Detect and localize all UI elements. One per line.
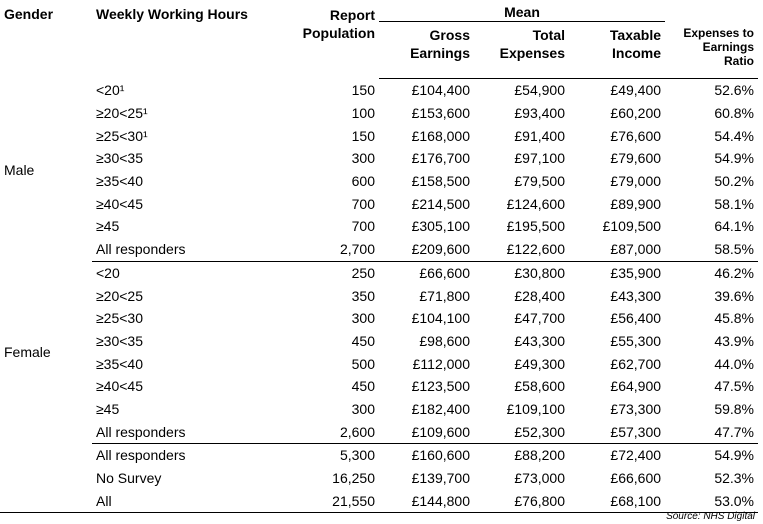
cell-population: 450 (351, 332, 375, 349)
cell-expenses: £124,600 (506, 195, 565, 212)
cell-population: 450 (351, 378, 375, 395)
cell-expenses: £97,100 (514, 150, 565, 167)
header-gender: Gender (4, 6, 54, 22)
header-ratio-line1: Expenses to (683, 25, 755, 40)
cell-hours: <20¹ (96, 82, 125, 99)
cell-hours: ≥20<25 (96, 287, 144, 304)
cell-gross: £158,500 (411, 173, 470, 190)
cell-ratio: 39.6% (714, 287, 755, 304)
table-row (0, 79, 758, 102)
table-row (0, 261, 758, 284)
cell-population: 100 (351, 105, 375, 122)
table-row (0, 238, 758, 261)
gender-label: Female (4, 344, 51, 361)
cell-hours: ≥40<45 (96, 378, 144, 395)
cell-taxable: £79,600 (610, 150, 662, 167)
header-total-expenses (474, 22, 569, 79)
cell-gross: £144,800 (379, 489, 474, 512)
cell-gross: £71,800 (419, 287, 470, 304)
cell-hours: ≥20<25¹ (96, 105, 148, 122)
header-ratio-line2: Earnings (702, 39, 755, 54)
cell-ratio: 46.2% (714, 264, 755, 281)
table-body (0, 79, 758, 513)
cell-expenses: £91,400 (514, 127, 565, 144)
cell-expenses: £76,800 (474, 489, 569, 512)
cell-population: 16,250 (332, 470, 375, 487)
table-row (0, 124, 758, 147)
cell-gross: £104,100 (411, 310, 470, 327)
cell-expenses: £54,900 (514, 82, 565, 99)
header-mean: Mean (379, 0, 665, 22)
cell-hours: All responders (92, 238, 288, 261)
cell-ratio: 47.5% (714, 378, 755, 395)
cell-hours: ≥45 (96, 218, 120, 235)
cell-population: 21,550 (288, 489, 379, 512)
cell-expenses: £28,400 (514, 287, 565, 304)
header-pop-line1: Report (329, 7, 375, 23)
source-note: Source: NHS Digital (666, 511, 755, 522)
header-weekly-hours: Weekly Working Hours (96, 6, 248, 22)
cell-expenses: £52,300 (474, 420, 569, 443)
cell-taxable: £55,300 (610, 332, 662, 349)
cell-hours: <20 (96, 264, 120, 281)
table-row (0, 330, 758, 353)
cell-population: 5,300 (339, 447, 375, 464)
cell-hours: All responders (96, 447, 186, 464)
cell-gross: £98,600 (419, 332, 470, 349)
cell-ratio: 52.6% (714, 82, 755, 99)
cell-taxable: £89,900 (610, 195, 662, 212)
cell-taxable: £43,300 (610, 287, 662, 304)
table-header (0, 0, 758, 79)
cell-hours: ≥25<30¹ (96, 127, 148, 144)
cell-population: 150 (351, 127, 375, 144)
header-report-population (288, 0, 379, 79)
cell-expenses: £122,600 (474, 238, 569, 261)
cell-gross: £123,500 (411, 378, 470, 395)
table-row (0, 284, 758, 307)
header-tax-line1: Taxable (609, 27, 662, 43)
cell-ratio: 59.8% (714, 400, 755, 417)
cell-population: 600 (351, 173, 375, 190)
cell-ratio: 60.8% (714, 105, 755, 122)
cell-taxable: £109,500 (602, 218, 662, 235)
cell-population: 300 (351, 150, 375, 167)
cell-taxable: £35,900 (610, 264, 662, 281)
cell-taxable: £73,300 (610, 400, 662, 417)
cell-gross: £214,500 (411, 195, 470, 212)
cell-hours: ≥35<40 (96, 173, 144, 190)
header-exp-line2: Expenses (499, 45, 565, 61)
table-row (0, 467, 758, 490)
cell-hours: No Survey (96, 470, 162, 487)
header-expenses-ratio (665, 22, 758, 79)
cell-ratio: 47.7% (665, 420, 758, 443)
cell-gross: £112,000 (412, 355, 470, 372)
header-exp-line1: Total (532, 27, 565, 43)
cell-gross: £209,600 (379, 238, 474, 261)
cell-expenses: £88,200 (514, 447, 565, 464)
header-pop-line2: Population (302, 25, 375, 41)
cell-expenses: £30,800 (514, 264, 565, 281)
cell-expenses: £47,700 (514, 310, 565, 327)
table-row (0, 398, 758, 421)
cell-expenses: £93,400 (514, 105, 565, 122)
cell-ratio: 44.0% (714, 355, 755, 372)
cell-expenses: £195,500 (506, 218, 565, 235)
table-row (0, 215, 758, 238)
cell-ratio: 43.9% (714, 332, 755, 349)
cell-taxable: £56,400 (610, 310, 662, 327)
cell-expenses: £49,300 (514, 355, 565, 372)
header-taxable-income (569, 22, 665, 79)
cell-taxable: £60,200 (610, 105, 662, 122)
cell-hours: ≥35<40 (96, 355, 144, 372)
cell-gross: £182,400 (411, 400, 470, 417)
gender-label: Male (4, 161, 35, 178)
table-row (0, 192, 758, 215)
cell-expenses: £43,300 (514, 332, 565, 349)
cell-ratio: 58.5% (665, 238, 758, 261)
cell-population: 350 (351, 287, 375, 304)
cell-gross: £104,400 (411, 82, 470, 99)
table-row (0, 352, 758, 375)
cell-population: 500 (351, 355, 375, 372)
table-row (0, 147, 758, 170)
cell-hours: All responders (92, 420, 288, 443)
cell-gross: £66,600 (419, 264, 470, 281)
cell-taxable: £49,400 (610, 82, 662, 99)
cell-ratio: 64.1% (714, 218, 755, 235)
cell-hours: ≥45 (96, 400, 120, 417)
cell-gross: £153,600 (411, 105, 470, 122)
table-row (0, 489, 758, 512)
cell-taxable: £57,300 (569, 420, 665, 443)
cell-population: 150 (351, 82, 375, 99)
header-tax-line2: Income (612, 45, 662, 61)
cell-population: 2,600 (288, 420, 379, 443)
cell-taxable: £87,000 (569, 238, 665, 261)
cell-population: 700 (351, 195, 375, 212)
header-gross-line1: Gross (429, 27, 470, 43)
cell-population: 250 (351, 264, 375, 281)
table-row (0, 444, 758, 467)
cell-taxable: £72,400 (610, 447, 662, 464)
cell-gross: £139,700 (411, 470, 470, 487)
cell-hours: ≥25<30 (96, 310, 144, 327)
table-row (0, 170, 758, 193)
header-gross-line2: Earnings (410, 45, 470, 61)
cell-hours: ≥30<35 (96, 150, 144, 167)
cell-expenses: £58,600 (514, 378, 565, 395)
cell-ratio: 54.4% (714, 127, 755, 144)
cell-hours: All (92, 489, 288, 512)
cell-taxable: £64,900 (610, 378, 662, 395)
cell-ratio: 50.2% (714, 173, 755, 190)
gender-blank (0, 444, 92, 467)
cell-taxable: £68,100 (569, 489, 665, 512)
header-gross-earnings (379, 22, 474, 79)
cell-ratio: 53.0% (665, 489, 758, 512)
cell-expenses: £109,100 (506, 400, 565, 417)
cell-taxable: £76,600 (610, 127, 662, 144)
cell-gross: £305,100 (411, 218, 470, 235)
cell-population: 700 (351, 218, 375, 235)
cell-ratio: 54.9% (714, 150, 755, 167)
cell-ratio: 54.9% (714, 447, 755, 464)
cell-taxable: £79,000 (610, 173, 662, 190)
cell-expenses: £79,500 (514, 173, 565, 190)
cell-taxable: £62,700 (610, 355, 662, 372)
table-row (0, 102, 758, 125)
cell-population: 300 (351, 400, 375, 417)
header-spacer (665, 0, 758, 22)
cell-gross: £176,700 (411, 150, 470, 167)
cell-population: 2,700 (288, 238, 379, 261)
cell-gross: £109,600 (379, 420, 474, 443)
cell-ratio: 45.8% (714, 310, 755, 327)
cell-hours: ≥30<35 (96, 332, 144, 349)
gender-blank (0, 489, 92, 512)
cell-taxable: £66,600 (610, 470, 662, 487)
cell-expenses: £73,000 (514, 470, 565, 487)
table-row (0, 420, 758, 443)
cell-gross: £168,000 (411, 127, 470, 144)
gender-blank (0, 467, 92, 490)
cell-hours: ≥40<45 (96, 195, 144, 212)
cell-gross: £160,600 (411, 447, 470, 464)
table-row (0, 307, 758, 330)
header-ratio-line3: Ratio (724, 53, 755, 68)
table-row (0, 375, 758, 398)
cell-ratio: 58.1% (714, 195, 755, 212)
cell-ratio: 52.3% (714, 470, 755, 487)
cell-population: 300 (351, 310, 375, 327)
